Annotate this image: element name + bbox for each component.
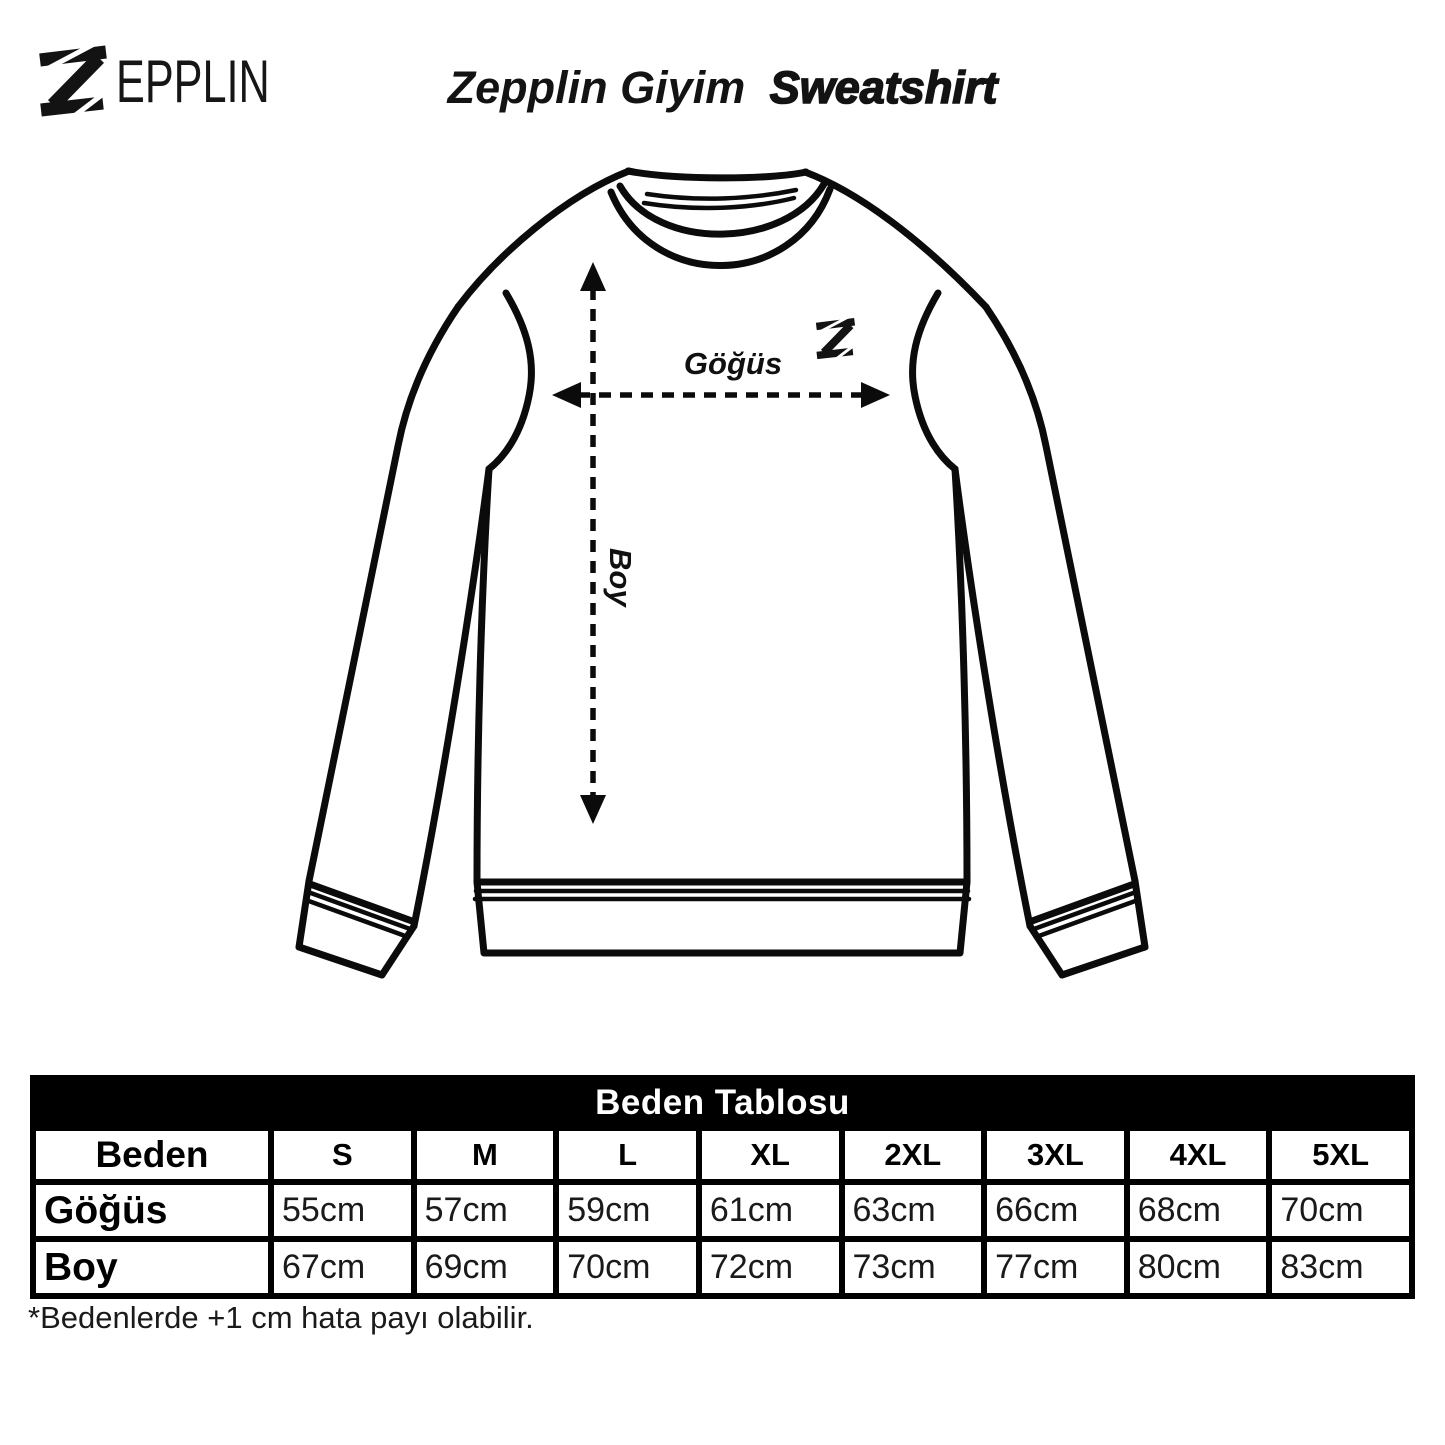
size-value-cell: 55cm [271, 1182, 414, 1239]
size-col-header: 5XL [1269, 1128, 1412, 1182]
size-col-header: 2XL [842, 1128, 985, 1182]
size-col-header: 3XL [984, 1128, 1127, 1182]
size-value-cell: 70cm [1269, 1182, 1412, 1239]
page-title-bold: Sweatshirt [769, 62, 998, 113]
size-table-title: Beden Tablosu [33, 1078, 1412, 1128]
size-col-header: M [414, 1128, 557, 1182]
size-value-cell: 66cm [984, 1182, 1127, 1239]
size-table-header-row [33, 1128, 1412, 1182]
size-value-cell: 63cm [842, 1182, 985, 1239]
chest-label: Göğüs [683, 346, 783, 381]
size-value-cell: 73cm [842, 1239, 985, 1296]
size-table [30, 1075, 1415, 1299]
brand-logo-text: EPPLIN [116, 48, 270, 115]
size-value-cell: 72cm [699, 1239, 842, 1296]
chest-arrow [552, 382, 890, 408]
footnote: *Bedenlerde +1 cm hata payı olabilir. [28, 1300, 534, 1335]
length-arrow [580, 262, 606, 824]
size-col-header: L [556, 1128, 699, 1182]
size-value-cell: 61cm [699, 1182, 842, 1239]
size-table-body [33, 1182, 1412, 1296]
size-value-cell: 80cm [1127, 1239, 1270, 1296]
size-value-cell: 68cm [1127, 1182, 1270, 1239]
size-row-label: Göğüs [33, 1182, 271, 1239]
size-value-cell: 57cm [414, 1182, 557, 1239]
size-value-cell: 70cm [556, 1239, 699, 1296]
size-col-header: XL [699, 1128, 842, 1182]
size-value-cell: 59cm [556, 1182, 699, 1239]
size-table-row [33, 1182, 1412, 1239]
size-col-header-beden: Beden [33, 1128, 271, 1182]
size-table-section [30, 1075, 1415, 1299]
page-title-regular: Zepplin Giyim [447, 62, 746, 113]
size-table-row [33, 1239, 1412, 1296]
sweatshirt-outline [299, 171, 1145, 975]
size-value-cell: 77cm [984, 1239, 1127, 1296]
size-value-cell: 83cm [1269, 1239, 1412, 1296]
length-label: Boy [603, 548, 638, 607]
size-col-header: 4XL [1127, 1128, 1270, 1182]
size-value-cell: 69cm [414, 1239, 557, 1296]
size-row-label: Boy [33, 1239, 271, 1296]
size-table-title-row [33, 1078, 1412, 1128]
size-value-cell: 67cm [271, 1239, 414, 1296]
size-col-header: S [271, 1128, 414, 1182]
